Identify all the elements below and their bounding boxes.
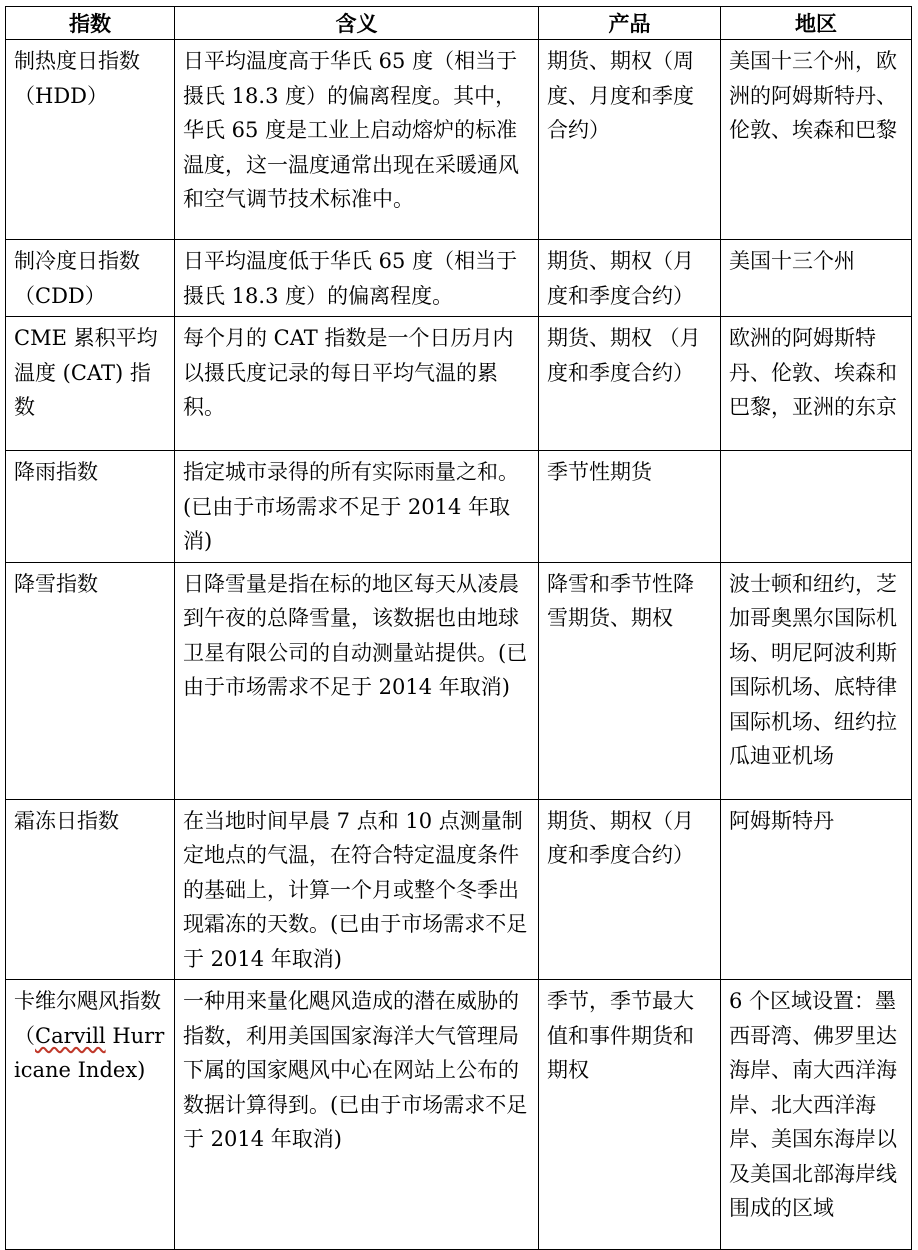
cell-region [721, 451, 912, 563]
cell-product: 季节性期货 [539, 451, 721, 563]
cell-region: 美国十三个州 [721, 240, 912, 317]
cell-meaning: 日平均温度高于华氏 65 度（相当于摄氏 18.3 度）的偏离程度。其中，华氏 65 度是工业上启动熔炉的标准温度，这一温度通常出现在采暖通风和空气调节技术标准中。 [175, 40, 539, 240]
cell-region: 阿姆斯特丹 [721, 799, 912, 980]
cell-region: 美国十三个州，欧洲的阿姆斯特丹、伦敦、埃森和巴黎 [721, 40, 912, 240]
weather-index-table [5, 6, 912, 1250]
cell-product: 期货、期权（月度和季度合约） [539, 799, 721, 980]
cell-product: 期货、期权（周度、月度和季度合约） [539, 40, 721, 240]
cell-product: 降雪和季节性降雪期货、期权 [539, 562, 721, 799]
cell-index: 降雨指数 [6, 451, 175, 563]
cell-region: 6 个区域设置：墨西哥湾、佛罗里达海岸、南大西洋海岸、北大西洋海岸、美国东海岸以及美国北部海岸线围成的区域 [721, 980, 912, 1250]
header-product: 产品 [539, 7, 721, 40]
cell-index: 制冷度日指数（CDD） [6, 240, 175, 317]
cell-product: 期货、期权 （月度和季度合约） [539, 317, 721, 451]
table-row [6, 240, 912, 317]
cell-meaning: 指定城市录得的所有实际雨量之和。(已由于市场需求不足于 2014 年取消) [175, 451, 539, 563]
cell-index: 制热度日指数（HDD） [6, 40, 175, 240]
header-region: 地区 [721, 7, 912, 40]
table-row [6, 40, 912, 240]
table-row [6, 980, 912, 1250]
table-row [6, 562, 912, 799]
cell-index: 降雪指数 [6, 562, 175, 799]
spellcheck-word: Carvill [35, 1023, 106, 1048]
table-row [6, 451, 912, 563]
index-suffix: Hurricane Index) [14, 1023, 165, 1082]
cell-region: 波士顿和纽约，芝加哥奥黑尔国际机场、明尼阿波利斯国际机场、底特律国际机场、纽约拉瓜迪亚机场 [721, 562, 912, 799]
index-prefix: 卡维尔飓风指数（ [14, 989, 161, 1048]
cell-index [6, 980, 175, 1250]
cell-meaning: 日平均温度低于华氏 65 度（相当于摄氏 18.3 度）的偏离程度。 [175, 240, 539, 317]
cell-region: 欧洲的阿姆斯特丹、伦敦、埃森和巴黎，亚洲的东京 [721, 317, 912, 451]
header-index: 指数 [6, 7, 175, 40]
cell-meaning: 每个月的 CAT 指数是一个日历月内以摄氏度记录的每日平均气温的累积。 [175, 317, 539, 451]
table-row [6, 317, 912, 451]
cell-meaning: 日降雪量是指在标的地区每天从凌晨到午夜的总降雪量，该数据也由地球卫星有限公司的自动测量站提供。(已由于市场需求不足于 2014 年取消) [175, 562, 539, 799]
cell-product: 季节，季节最大值和事件期货和期权 [539, 980, 721, 1250]
cell-index: 霜冻日指数 [6, 799, 175, 980]
table-row [6, 799, 912, 980]
cell-meaning: 在当地时间早晨 7 点和 10 点测量制定地点的气温，在符合特定温度条件的基础上，计算一个月或整个冬季出现霜冻的天数。(已由于市场需求不足于 2014 年取消) [175, 799, 539, 980]
cell-meaning: 一种用来量化飓风造成的潜在威胁的指数，利用美国国家海洋大气管理局下属的国家飓风中心在网站上公布的数据计算得到。(已由于市场需求不足于 2014 年取消) [175, 980, 539, 1250]
cell-product: 期货、期权（月度和季度合约） [539, 240, 721, 317]
table-header-row [6, 7, 912, 40]
header-meaning: 含义 [175, 7, 539, 40]
cell-index: CME 累积平均温度 (CAT) 指数 [6, 317, 175, 451]
